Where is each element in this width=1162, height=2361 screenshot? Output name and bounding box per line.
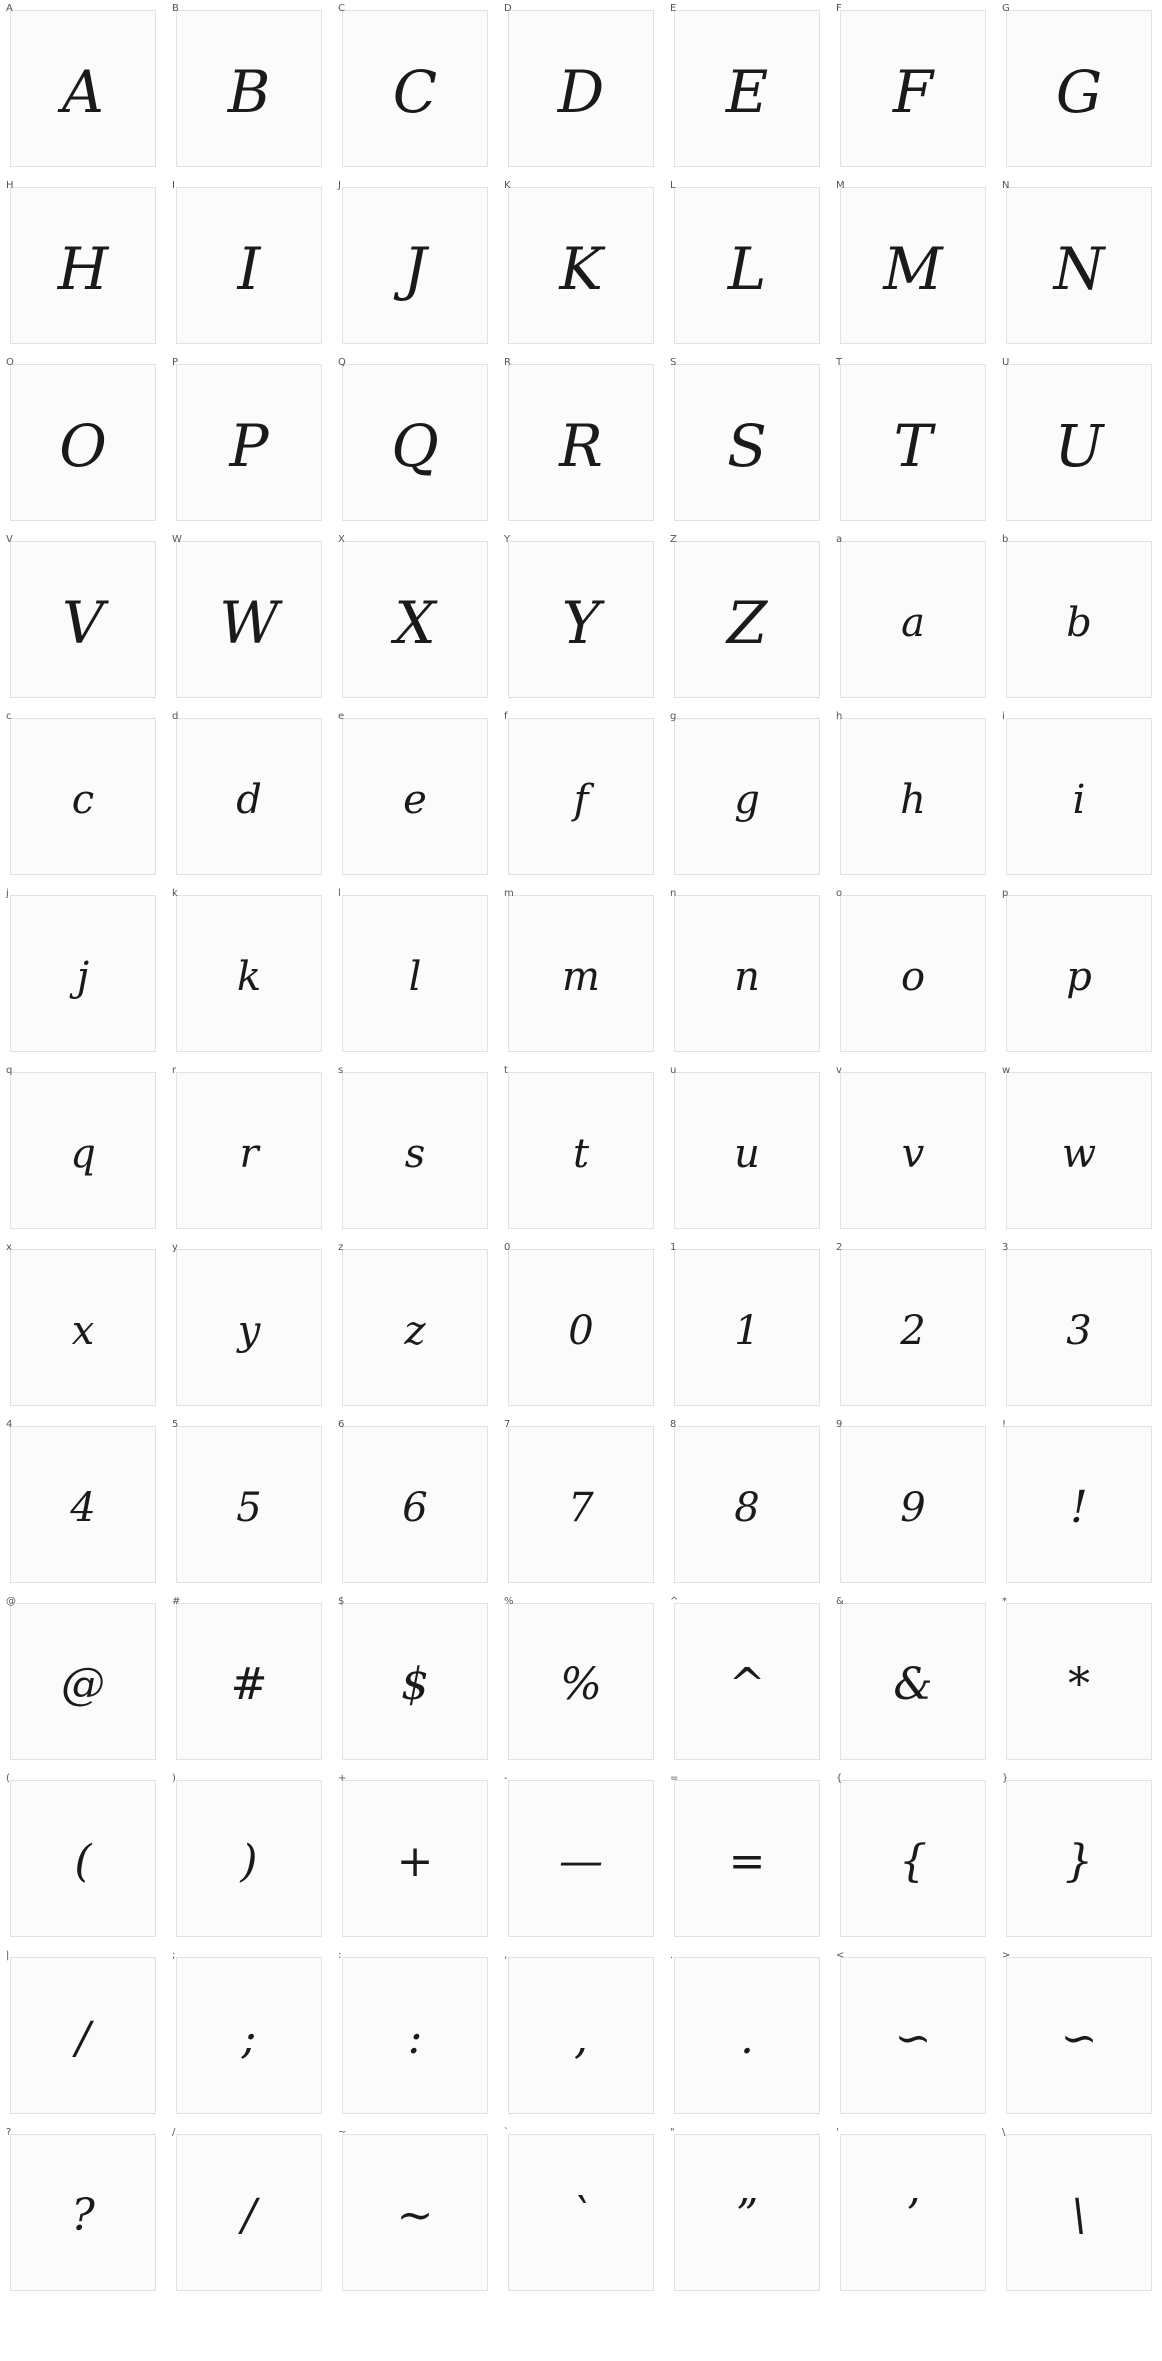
glyph-cell[interactable]: [166, 1770, 332, 1947]
glyph-code-label: a: [836, 534, 843, 545]
glyph-code-label: y: [172, 1242, 178, 1253]
glyph-cell[interactable]: [830, 2124, 996, 2301]
glyph-code-label: V: [6, 534, 13, 545]
glyph-code-label: 6: [338, 1419, 345, 1430]
glyph-code-label: -: [504, 1773, 508, 1784]
glyph-code-label: ": [670, 2127, 675, 2138]
glyph-code-label: >: [1002, 1950, 1011, 1961]
glyph-cell[interactable]: [664, 1593, 830, 1770]
glyph-cell[interactable]: [498, 1947, 664, 2124]
glyph-code-label: :: [338, 1950, 342, 1961]
glyph-cell[interactable]: [498, 0, 664, 177]
glyph-cell[interactable]: [332, 1593, 498, 1770]
glyph-code-label: 9: [836, 1419, 843, 1430]
glyph-preview: Z: [726, 588, 768, 657]
glyph-code-label: s: [338, 1065, 344, 1076]
glyph-preview: \: [1071, 2189, 1087, 2241]
glyph-code-label: o: [836, 888, 843, 899]
glyph-code-label: ?: [6, 2127, 12, 2138]
glyph-cell[interactable]: [166, 1062, 332, 1239]
glyph-code-label: t: [504, 1065, 508, 1076]
glyph-cell[interactable]: [332, 354, 498, 531]
glyph-preview: p: [1066, 953, 1092, 1000]
glyph-code-label: u: [670, 1065, 677, 1076]
glyph-preview: 9: [900, 1484, 926, 1531]
glyph-code-label: B: [172, 3, 179, 14]
glyph-preview: .: [740, 2012, 754, 2064]
glyph-preview: O: [59, 411, 107, 480]
glyph-code-label: `: [504, 2127, 509, 2138]
glyph-cell[interactable]: [664, 531, 830, 708]
glyph-cell[interactable]: [332, 0, 498, 177]
glyph-code-label: j: [6, 888, 9, 899]
glyph-preview: f: [573, 776, 589, 823]
glyph-preview: /: [75, 2012, 91, 2064]
glyph-code-label: (: [6, 1773, 10, 1784]
glyph-code-label: J: [338, 180, 341, 191]
glyph-code-label: ,: [504, 1950, 508, 1961]
glyph-cell[interactable]: [0, 885, 166, 1062]
glyph-cell[interactable]: [332, 177, 498, 354]
glyph-code-label: n: [670, 888, 677, 899]
glyph-code-label: X: [338, 534, 345, 545]
glyph-cell[interactable]: [166, 885, 332, 1062]
glyph-cell[interactable]: [498, 885, 664, 1062]
glyph-cell[interactable]: [664, 1062, 830, 1239]
glyph-code-label: w: [1002, 1065, 1011, 1076]
glyph-preview: `: [570, 2189, 592, 2241]
glyph-cell[interactable]: [0, 354, 166, 531]
glyph-cell[interactable]: [664, 2124, 830, 2301]
glyph-cell[interactable]: [332, 2124, 498, 2301]
glyph-code-label: @: [6, 1596, 16, 1607]
glyph-code-label: Q: [338, 357, 346, 368]
glyph-preview: *: [1068, 1658, 1090, 1710]
glyph-preview: W: [219, 588, 279, 657]
glyph-code-label: U: [1002, 357, 1010, 368]
glyph-cell[interactable]: [332, 1062, 498, 1239]
glyph-preview: l: [408, 953, 422, 1000]
glyph-code-label: r: [172, 1065, 177, 1076]
glyph-code-label: i: [1002, 711, 1005, 722]
glyph-preview: B: [227, 57, 271, 126]
glyph-cell[interactable]: [0, 1593, 166, 1770]
glyph-code-label: &: [836, 1596, 844, 1607]
glyph-cell[interactable]: [332, 708, 498, 885]
glyph-preview: b: [1066, 599, 1092, 646]
glyph-cell[interactable]: [166, 1239, 332, 1416]
glyph-cell[interactable]: [830, 354, 996, 531]
glyph-cell[interactable]: [996, 1770, 1162, 1947]
glyph-code-label: f: [504, 711, 508, 722]
glyph-code-label: g: [670, 711, 677, 722]
glyph-cell[interactable]: [996, 0, 1162, 177]
glyph-preview: 8: [734, 1484, 760, 1531]
glyph-code-label: v: [836, 1065, 842, 1076]
glyph-preview: X: [394, 588, 436, 657]
glyph-preview: 2: [900, 1307, 926, 1354]
glyph-code-label: Y: [504, 534, 511, 545]
glyph-preview: ?: [71, 2189, 95, 2241]
glyph-cell[interactable]: [664, 177, 830, 354]
glyph-preview: {: [899, 1835, 927, 1887]
glyph-preview: Q: [391, 411, 439, 480]
glyph-code-label: P: [172, 357, 179, 368]
glyph-code-label: !: [1002, 1419, 1007, 1430]
glyph-cell[interactable]: [664, 1416, 830, 1593]
glyph-cell[interactable]: [498, 1416, 664, 1593]
glyph-code-label: m: [504, 888, 514, 899]
glyph-cell[interactable]: [0, 708, 166, 885]
glyph-preview: c: [71, 776, 95, 823]
glyph-preview: y: [237, 1307, 261, 1354]
glyph-code-label: k: [172, 888, 178, 899]
glyph-code-label: 1: [670, 1242, 677, 1253]
glyph-code-label: {: [836, 1773, 843, 1784]
glyph-cell[interactable]: [332, 1770, 498, 1947]
glyph-code-label: O: [6, 357, 14, 368]
glyph-code-label: ): [172, 1773, 176, 1784]
glyph-cell[interactable]: [664, 354, 830, 531]
glyph-cell[interactable]: [664, 0, 830, 177]
glyph-cell[interactable]: [498, 1770, 664, 1947]
glyph-preview: k: [236, 953, 262, 1000]
glyph-cell[interactable]: [498, 1593, 664, 1770]
glyph-cell[interactable]: [830, 708, 996, 885]
glyph-preview: N: [1053, 234, 1105, 303]
glyph-cell[interactable]: [830, 177, 996, 354]
glyph-cell[interactable]: [498, 1062, 664, 1239]
glyph-cell[interactable]: [996, 2124, 1162, 2301]
glyph-code-label: +: [338, 1773, 347, 1784]
glyph-code-label: ;: [172, 1950, 176, 1961]
glyph-preview: r: [239, 1130, 259, 1177]
glyph-cell[interactable]: [996, 1593, 1162, 1770]
glyph-code-label: K: [504, 180, 511, 191]
glyph-cell[interactable]: [332, 531, 498, 708]
glyph-cell[interactable]: [830, 885, 996, 1062]
glyph-preview: D: [557, 57, 605, 126]
glyph-cell[interactable]: [830, 1416, 996, 1593]
glyph-preview: U: [1054, 411, 1104, 480]
glyph-code-label: x: [6, 1242, 12, 1253]
glyph-code-label: I: [172, 180, 175, 191]
glyph-code-label: F: [836, 3, 842, 14]
glyph-preview: V: [62, 588, 104, 657]
glyph-code-label: $: [338, 1596, 345, 1607]
glyph-preview: C: [392, 57, 438, 126]
glyph-preview: w: [1061, 1130, 1097, 1177]
glyph-cell[interactable]: [498, 708, 664, 885]
glyph-preview: !: [1070, 1481, 1088, 1533]
glyph-code-label: D: [504, 3, 512, 14]
glyph-preview: ;: [241, 2012, 257, 2064]
glyph-cell[interactable]: [166, 1416, 332, 1593]
glyph-preview: q: [70, 1130, 96, 1177]
glyph-code-label: W: [172, 534, 182, 545]
glyph-code-label: R: [504, 357, 511, 368]
glyph-preview: :: [407, 2012, 423, 2064]
glyph-code-label: p: [1002, 888, 1009, 899]
glyph-preview: G: [1055, 57, 1103, 126]
glyph-preview: M: [883, 234, 943, 303]
glyph-code-label: N: [1002, 180, 1010, 191]
glyph-cell[interactable]: [830, 0, 996, 177]
glyph-preview: 6: [402, 1484, 428, 1531]
glyph-code-label: L: [670, 180, 676, 191]
glyph-cell[interactable]: [996, 885, 1162, 1062]
glyph-cell[interactable]: [996, 1239, 1162, 1416]
glyph-preview: /: [241, 2189, 257, 2241]
glyph-cell[interactable]: [996, 1947, 1162, 2124]
glyph-preview: +: [396, 1835, 434, 1887]
glyph-cell[interactable]: [0, 1062, 166, 1239]
glyph-code-label: Z: [670, 534, 677, 545]
glyph-code-label: \: [1002, 2127, 1006, 2138]
glyph-code-label: 5: [172, 1419, 179, 1430]
glyph-preview: t: [572, 1130, 590, 1177]
glyph-cell[interactable]: [332, 1416, 498, 1593]
glyph-code-label: M: [836, 180, 845, 191]
glyph-cell[interactable]: [996, 708, 1162, 885]
glyph-preview: d: [236, 776, 262, 823]
glyph-cell[interactable]: [332, 1947, 498, 2124]
glyph-preview: #: [230, 1658, 268, 1710]
glyph-cell[interactable]: [996, 354, 1162, 531]
glyph-cell[interactable]: [996, 531, 1162, 708]
glyph-cell[interactable]: [498, 2124, 664, 2301]
glyph-code-label: 3: [1002, 1242, 1009, 1253]
glyph-preview: e: [403, 776, 427, 823]
glyph-cell[interactable]: [166, 354, 332, 531]
glyph-cell[interactable]: [0, 1239, 166, 1416]
glyph-cell[interactable]: [0, 0, 166, 177]
glyph-cell[interactable]: [830, 1947, 996, 2124]
glyph-code-label: T: [836, 357, 843, 368]
glyph-preview: A: [62, 57, 104, 126]
glyph-preview: n: [734, 953, 760, 1000]
glyph-preview: ~: [396, 2189, 434, 2241]
glyph-preview: S: [727, 411, 767, 480]
glyph-preview: z: [404, 1307, 426, 1354]
glyph-preview: i: [1072, 776, 1086, 823]
glyph-preview: v: [901, 1130, 925, 1177]
glyph-code-label: h: [836, 711, 843, 722]
glyph-code-label: ': [836, 2127, 839, 2138]
glyph-preview: 4: [70, 1484, 96, 1531]
glyph-code-label: =: [670, 1773, 679, 1784]
glyph-cell[interactable]: [0, 531, 166, 708]
glyph-preview: (: [74, 1835, 92, 1887]
glyph-preview: P: [229, 411, 269, 480]
glyph-preview: ”: [735, 2189, 759, 2241]
glyph-preview: u: [734, 1130, 760, 1177]
glyph-preview: H: [57, 234, 109, 303]
glyph-preview: m: [562, 953, 600, 1000]
glyph-cell[interactable]: [498, 177, 664, 354]
glyph-preview: F: [892, 57, 934, 126]
glyph-code-label: C: [338, 3, 345, 14]
glyph-code-label: ^: [670, 1596, 679, 1607]
glyph-preview: J: [403, 234, 427, 303]
glyph-preview: ^: [728, 1658, 766, 1710]
glyph-code-label: S: [670, 357, 677, 368]
glyph-preview: ,: [574, 2012, 588, 2064]
glyph-preview: }: [1065, 1835, 1093, 1887]
glyph-cell[interactable]: [166, 2124, 332, 2301]
glyph-preview: &: [893, 1658, 933, 1710]
glyph-preview: 0: [568, 1307, 594, 1354]
glyph-cell[interactable]: [830, 1593, 996, 1770]
glyph-cell[interactable]: [498, 531, 664, 708]
glyph-cell[interactable]: [664, 885, 830, 1062]
glyph-code-label: 7: [504, 1419, 511, 1430]
glyph-cell[interactable]: [996, 1062, 1162, 1239]
glyph-cell[interactable]: [996, 1416, 1162, 1593]
glyph-code-label: <: [836, 1950, 845, 1961]
glyph-preview: K: [559, 234, 603, 303]
glyph-cell[interactable]: [0, 177, 166, 354]
glyph-preview: 7: [568, 1484, 594, 1531]
glyph-cell[interactable]: [166, 177, 332, 354]
glyph-code-label: q: [6, 1065, 13, 1076]
glyph-code-label: A: [6, 3, 13, 14]
glyph-code-label: E: [670, 3, 677, 14]
glyph-cell[interactable]: [830, 1062, 996, 1239]
glyph-code-label: .: [670, 1950, 674, 1961]
glyph-code-label: d: [172, 711, 179, 722]
glyph-preview: g: [734, 776, 760, 823]
glyph-preview: h: [900, 776, 926, 823]
glyph-cell[interactable]: [166, 531, 332, 708]
glyph-cell[interactable]: [332, 885, 498, 1062]
glyph-cell[interactable]: [664, 1239, 830, 1416]
glyph-preview: ∽: [1060, 2012, 1098, 2064]
glyph-code-label: e: [338, 711, 345, 722]
glyph-cell[interactable]: [166, 1593, 332, 1770]
glyph-cell[interactable]: [166, 0, 332, 177]
glyph-preview: R: [559, 411, 603, 480]
glyph-cell[interactable]: [0, 1947, 166, 2124]
glyph-cell[interactable]: [166, 1947, 332, 2124]
glyph-code-label: /: [172, 2127, 176, 2138]
glyph-cell[interactable]: [166, 708, 332, 885]
glyph-code-label: l: [338, 888, 341, 899]
glyph-preview: %: [560, 1658, 602, 1710]
glyph-cell[interactable]: [830, 1770, 996, 1947]
glyph-preview: L: [727, 234, 767, 303]
glyph-code-label: }: [1002, 1773, 1009, 1784]
glyph-code-label: c: [6, 711, 12, 722]
glyph-preview: I: [237, 234, 261, 303]
glyph-code-label: 4: [6, 1419, 13, 1430]
glyph-cell[interactable]: [0, 1770, 166, 1947]
glyph-code-label: ~: [338, 2127, 347, 2138]
glyph-cell[interactable]: [664, 708, 830, 885]
glyph-code-label: |: [6, 1950, 10, 1961]
glyph-code-label: G: [1002, 3, 1010, 14]
glyph-cell[interactable]: [0, 1416, 166, 1593]
glyph-preview: $: [401, 1658, 429, 1710]
glyph-code-label: z: [338, 1242, 344, 1253]
glyph-preview: 5: [236, 1484, 262, 1531]
glyph-cell[interactable]: [332, 1239, 498, 1416]
glyph-code-label: 2: [836, 1242, 843, 1253]
glyph-code-label: #: [172, 1596, 181, 1607]
glyph-preview: =: [728, 1835, 766, 1887]
glyph-preview: @: [61, 1658, 105, 1710]
glyph-preview: o: [900, 953, 926, 1000]
glyph-preview: s: [404, 1130, 426, 1177]
glyph-code-label: b: [1002, 534, 1009, 545]
glyph-preview: —: [559, 1835, 603, 1887]
glyph-cell[interactable]: [830, 1239, 996, 1416]
glyph-code-label: H: [6, 180, 14, 191]
glyph-code-label: %: [504, 1596, 514, 1607]
glyph-preview: x: [71, 1307, 95, 1354]
glyph-preview: T: [893, 411, 933, 480]
glyph-code-label: *: [1002, 1596, 1007, 1607]
glyph-preview: Y: [561, 588, 601, 657]
glyph-code-label: 0: [504, 1242, 511, 1253]
glyph-cell[interactable]: [996, 177, 1162, 354]
glyph-preview: ): [240, 1835, 258, 1887]
glyph-cell[interactable]: [0, 2124, 166, 2301]
glyph-cell[interactable]: [498, 354, 664, 531]
glyph-cell[interactable]: [830, 531, 996, 708]
glyph-preview: E: [725, 57, 769, 126]
glyph-preview: ∽: [894, 2012, 932, 2064]
glyph-preview: a: [901, 599, 925, 646]
glyph-cell[interactable]: [498, 1239, 664, 1416]
glyph-cell[interactable]: [664, 1947, 830, 2124]
glyph-preview: 3: [1066, 1307, 1092, 1354]
glyph-cell[interactable]: [664, 1770, 830, 1947]
glyph-code-label: 8: [670, 1419, 677, 1430]
glyph-preview: ’: [906, 2189, 920, 2241]
glyph-preview: j: [76, 953, 90, 1000]
glyph-preview: 1: [734, 1307, 760, 1354]
